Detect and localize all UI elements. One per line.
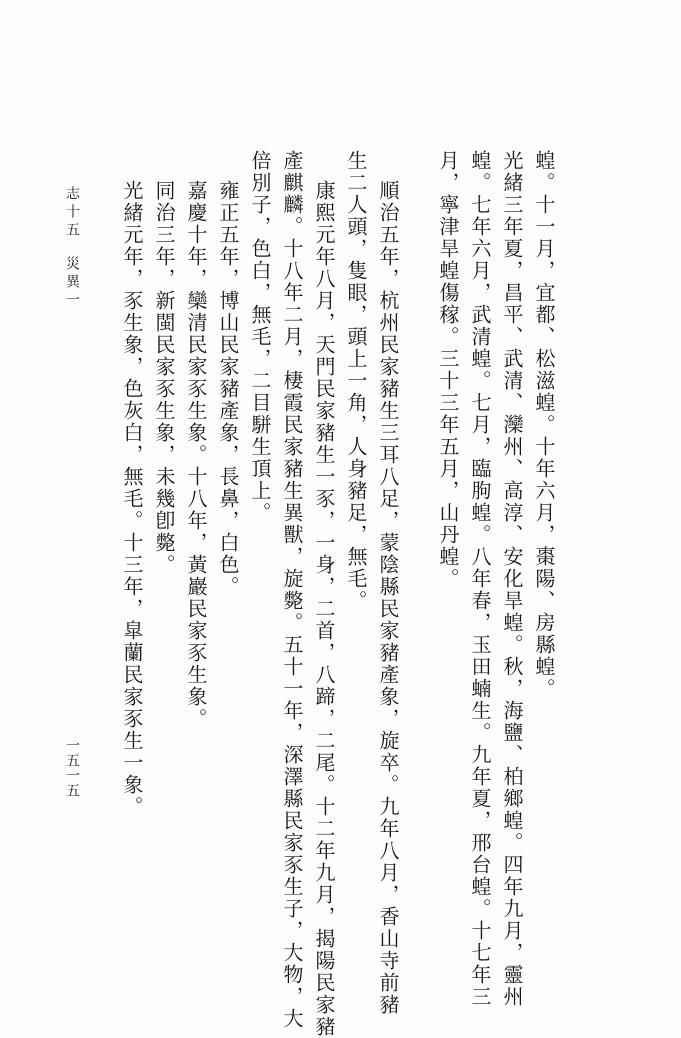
running-header [64, 186, 80, 310]
text-column-11: 嘉慶十年，欒清民家豕生象。十八年，黃巖民家豕生象。 [184, 180, 208, 730]
text-column-3: 蝗。七年六月，武清蝗。七月，臨朐蝗。八年春，玉田蝻生。九年夏，邢台蝗。十七年三 [468, 150, 492, 1008]
text-column-1: 蝗。十一月，宜都、松滋蝗。十年六月，棗陽、房縣蝗。 [532, 150, 556, 700]
text-column-10: 雍正五年，博山民家豬產象，長鼻，白色。 [216, 180, 240, 598]
header-volume: 志十五 [64, 186, 80, 240]
text-column-13: 光緒元年，豕生象，色灰白，無毛。十三年，皐蘭民家豕生一象。 [120, 180, 144, 818]
text-column-12: 同治三年，新閩民家豕生象，未幾卽斃。 [152, 180, 176, 576]
text-column-5: 順治五年，杭州民家豬生三耳八足，蒙陰縣民家豬產象，旋卒。九年八月，香山寺前豬 [376, 180, 400, 1016]
page-number: 一五一五 [64, 738, 80, 798]
text-column-4: 月，寧津旱蝗傷稼。三十三年五月，山丹蝗。 [436, 150, 460, 590]
text-column-6: 生二人頭，隻眼，頭上一角，人身豬足，無毛。 [344, 150, 368, 612]
text-column-7: 康熙元年八月，天門民家豬生一豕，一身，二首，八蹄，二尾。十二年九月，揭陽民家豬 [312, 180, 336, 1038]
text-column-9: 倍別子，色白，無毛，二目駢生頂上。 [248, 150, 272, 524]
text-column-2: 光緒三年夏，昌平、武清、灤州、高淳、安化旱蝗。秋，海鹽、柏鄉蝗。四年九月，靈州 [500, 150, 524, 1008]
header-section: 災異一 [64, 256, 80, 310]
text-column-8: 產麒麟。十八年二月，棲霞民家豬生異獸，旋斃。五十一年，深澤縣民家豕生子，大物，大 [280, 150, 304, 1030]
